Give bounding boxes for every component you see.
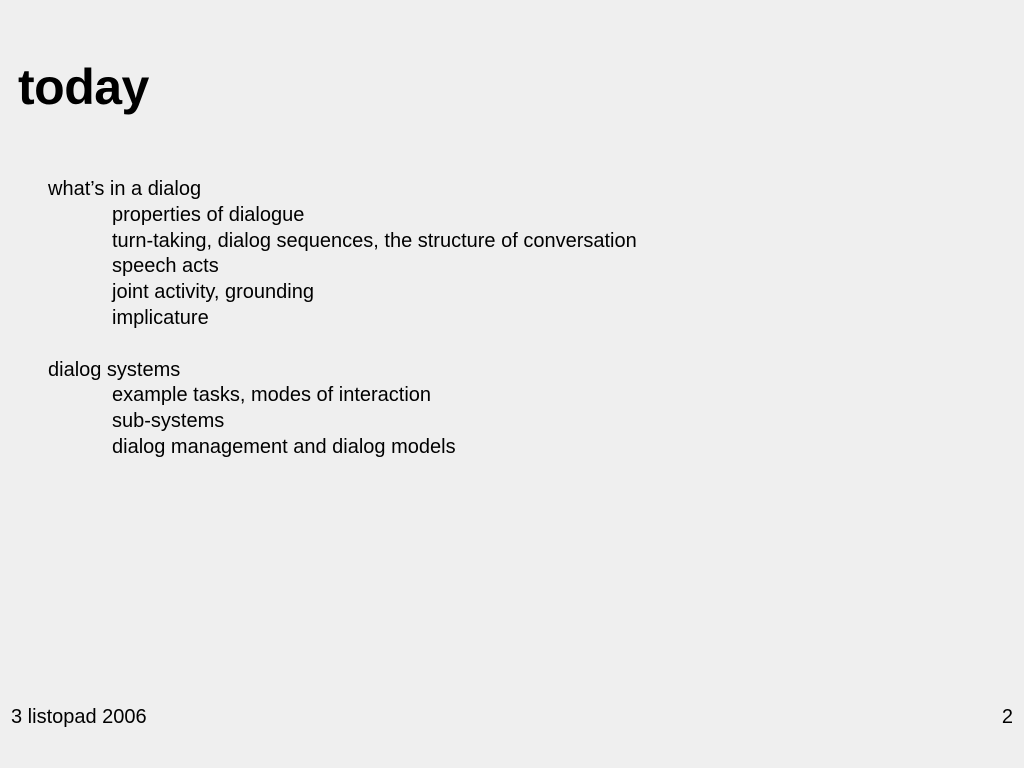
sub-topic-item: implicature <box>112 306 209 329</box>
sub-topic-item: speech acts <box>112 255 219 278</box>
outline-body <box>48 177 948 461</box>
sub-topic-item: dialog management and dialog models <box>112 435 456 458</box>
section-dialog-systems <box>48 358 948 461</box>
footer-page-number: 2 <box>1001 706 1013 728</box>
section-whats-in-a-dialog <box>48 177 948 332</box>
sub-topic-item: joint activity, grounding <box>112 281 314 304</box>
section-heading: what’s in a dialog <box>48 178 202 200</box>
slide-title: today <box>18 59 149 115</box>
sub-topic-item: example tasks, modes of interaction <box>112 384 432 407</box>
sub-topic-item: turn-taking, dialog sequences, the structure of conversation <box>112 229 637 252</box>
section-heading: dialog systems <box>48 358 181 381</box>
sub-topic-item: sub-systems <box>112 410 225 433</box>
sub-topic-list <box>48 383 948 460</box>
sub-topic-list <box>48 203 948 332</box>
sub-topic-item: properties of dialogue <box>112 203 305 226</box>
footer-date: 3 listopad 2006 <box>11 706 147 728</box>
